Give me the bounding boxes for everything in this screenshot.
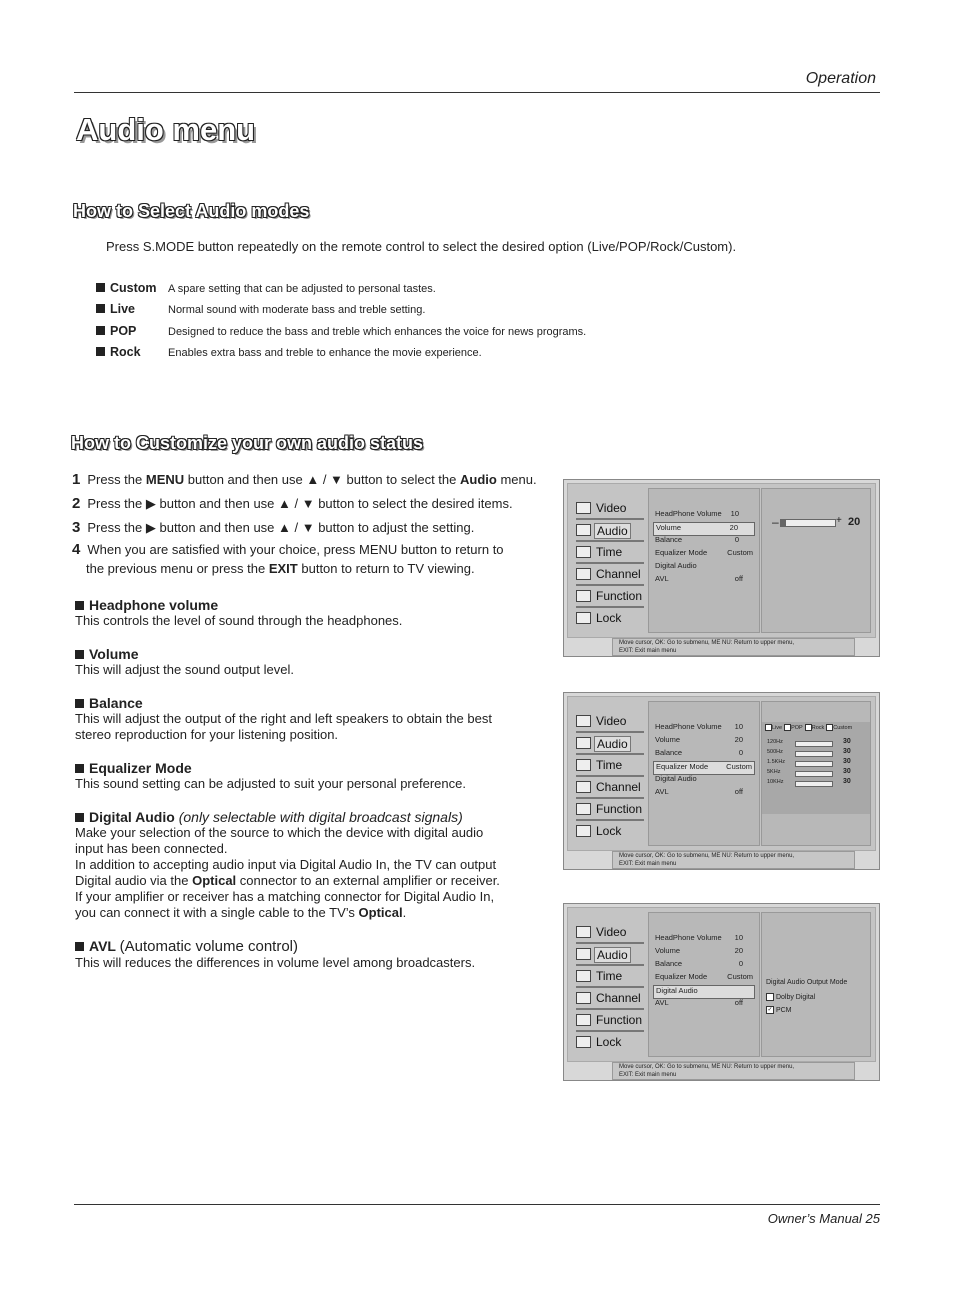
tv-item-function: Function <box>574 799 644 821</box>
tv-item-time: Time <box>574 966 644 988</box>
tv-item-video: Video <box>574 922 644 944</box>
volume-section: Volume This will adjust the sound output level. <box>75 646 294 677</box>
tv-item-video: Video <box>574 498 644 520</box>
eq-band-slider <box>795 771 833 777</box>
clock-icon <box>576 970 591 982</box>
eq-band-slider <box>795 751 833 757</box>
lock-icon <box>576 1036 591 1048</box>
option-dolby: Dolby Digital <box>766 993 815 1001</box>
tv-audio-list: HeadPhone Volume 10 Volume 20 Balance 0 Equalizer Mode Custom Digital Audio AVL off <box>648 488 760 633</box>
tv-menu-equalizer: Video Audio Time Channel Function Lock HeadPhone Volume 10 Volume 20 Balance 0 Equalizer Mode Custom Digital Audio AVL off Live POP Rock Custom 120Hz 30 500Hz 30 1.5KHz 30 5KHz 30 10KHz 30 Move cursor, OK: Go to submenu, ME NU: Return to upper menu, EXIT: Exit main menu <box>563 692 880 870</box>
step-4: 4 When you are satisfied with your choice, press MENU button to return to <box>72 541 504 558</box>
page-footer: Owner’s Manual 25 <box>767 1211 880 1226</box>
channel-icon <box>576 781 591 793</box>
digital-output-title: Digital Audio Output Mode <box>766 979 848 986</box>
page-title: Audio menu <box>76 112 256 147</box>
eq-mode-rock: Rock <box>805 725 825 731</box>
mode-pop: POP Designed to reduce the bass and treble which enhances the voice for news programs. <box>96 324 586 338</box>
eq-mode-live: Live <box>765 725 782 731</box>
function-icon <box>576 1014 591 1026</box>
tv-volume-panel: – + 20 <box>761 488 871 633</box>
clock-icon <box>576 759 591 771</box>
check-icon: ✓ <box>767 1007 773 1013</box>
channel-icon <box>576 992 591 1004</box>
tv-item-video: Video <box>574 711 644 733</box>
step-1: 1 Press the MENU button and then use ▲ / ▼ button to select the Audio menu. <box>72 471 537 488</box>
eq-mode-custom: Custom <box>826 725 852 731</box>
footer-rule <box>74 1204 880 1205</box>
tv-eq-panel <box>761 701 871 846</box>
tv-item-audio: Audio <box>574 520 644 542</box>
eq-mode-options <box>765 724 854 731</box>
video-icon <box>576 502 591 514</box>
tv-item-time: Time <box>574 542 644 564</box>
tv-item-channel: Channel <box>574 564 644 586</box>
eq-band-slider <box>795 761 833 767</box>
digital-section: Digital Audio (only selectable with digital broadcast signals) Make your selection of the source to which the device with digital audio input has been connected. In addition to accepting audio input via Digital Audio In, the TV can output Digital audio via the Optical connector to an external amplifier or receiver. If your amplifier or receiver has a matching connector for Digital Audio In, you can connect it with a single cable to the TV’s Optical. <box>75 809 500 920</box>
tv-side-menu <box>574 498 644 630</box>
video-icon <box>576 715 591 727</box>
audio-icon <box>576 524 591 536</box>
select-heading: How to Select Audio modes <box>73 201 310 221</box>
tv-item-lock: Lock <box>574 1032 644 1054</box>
eq-band-row: 5KHz 30 <box>767 768 851 775</box>
function-icon <box>576 803 591 815</box>
step-3: 3 Press the ▶ button and then use ▲ / ▼ button to adjust the setting. <box>72 519 475 536</box>
tv-footer: Move cursor, OK: Go to submenu, ME NU: Return to upper menu, EXIT: Exit main menu <box>612 638 855 656</box>
audio-icon <box>576 948 591 960</box>
header-rule <box>74 92 880 93</box>
eq-band-row: 500Hz 30 <box>767 748 851 755</box>
step-2: 2 Press the ▶ button and then use ▲ / ▼ button to select the desired items. <box>72 495 513 512</box>
video-icon <box>576 926 591 938</box>
audio-icon <box>576 737 591 749</box>
tv-item-audio: Audio <box>574 944 644 966</box>
headphone-section: Headphone volume This controls the level of sound through the headphones. <box>75 597 403 628</box>
channel-icon <box>576 568 591 580</box>
step-4-cont: the previous menu or press the EXIT button to return to TV viewing. <box>86 561 475 576</box>
tv-item-channel: Channel <box>574 988 644 1010</box>
mode-rock: Rock Enables extra bass and treble to enhance the movie experience. <box>96 345 482 359</box>
eq-band-row: 1.5KHz 30 <box>767 758 851 765</box>
eq-band-slider <box>795 741 833 747</box>
tv-digital-panel <box>761 912 871 1057</box>
tv-menu-volume <box>563 479 880 657</box>
option-pcm: ✓ PCM <box>767 1006 792 1014</box>
customize-heading: How to Customize your own audio status <box>71 433 424 453</box>
mode-live: Live Normal sound with moderate bass and treble setting. <box>96 302 425 316</box>
tv-item-time: Time <box>574 755 644 777</box>
tv-item-channel: Channel <box>574 777 644 799</box>
mode-custom: Custom A spare setting that can be adjusted to personal tastes. <box>96 281 436 295</box>
function-icon <box>576 590 591 602</box>
tv-item-lock: Lock <box>574 821 644 843</box>
equalizer-section: Equalizer Mode This sound setting can be adjusted to suit your personal preference. <box>75 760 466 791</box>
volume-slider <box>780 519 836 527</box>
eq-band-slider <box>795 781 833 787</box>
tv-item-function: Function <box>574 1010 644 1032</box>
clock-icon <box>576 546 591 558</box>
eq-band-row: 10KHz 30 <box>767 778 851 785</box>
balance-section: Balance This will adjust the output of the right and left speakers to obtain the best stereo reproduction for your listening position. <box>75 695 492 742</box>
tv-item-lock: Lock <box>574 608 644 630</box>
lock-icon <box>576 825 591 837</box>
tv-item-audio: Audio <box>574 733 644 755</box>
select-intro: Press S.MODE button repeatedly on the remote control to select the desired option (Live/POP/Rock/Custom). <box>106 239 737 254</box>
avl-section: AVL (Automatic volume control) This will reduces the differences in volume level among broadcasters. <box>75 938 476 970</box>
tv-menu-digital: Video Audio Time Channel Function Lock HeadPhone Volume 10 Volume 20 Balance 0 Equalizer Mode Custom Digital Audio AVL off Digital Audio Output Mode Dolby Digital ✓ PCM Move cursor, OK: Go to submenu, ME NU: Return to upper menu, EXIT: Exit main menu <box>563 903 880 1081</box>
tv-item-function: Function <box>574 586 644 608</box>
lock-icon <box>576 612 591 624</box>
section-label: Operation <box>805 70 876 87</box>
eq-band-row: 120Hz 30 <box>767 738 851 745</box>
volume-value: 20 <box>848 516 861 528</box>
eq-mode-pop: POP <box>784 725 803 731</box>
eq-bands <box>765 738 861 788</box>
